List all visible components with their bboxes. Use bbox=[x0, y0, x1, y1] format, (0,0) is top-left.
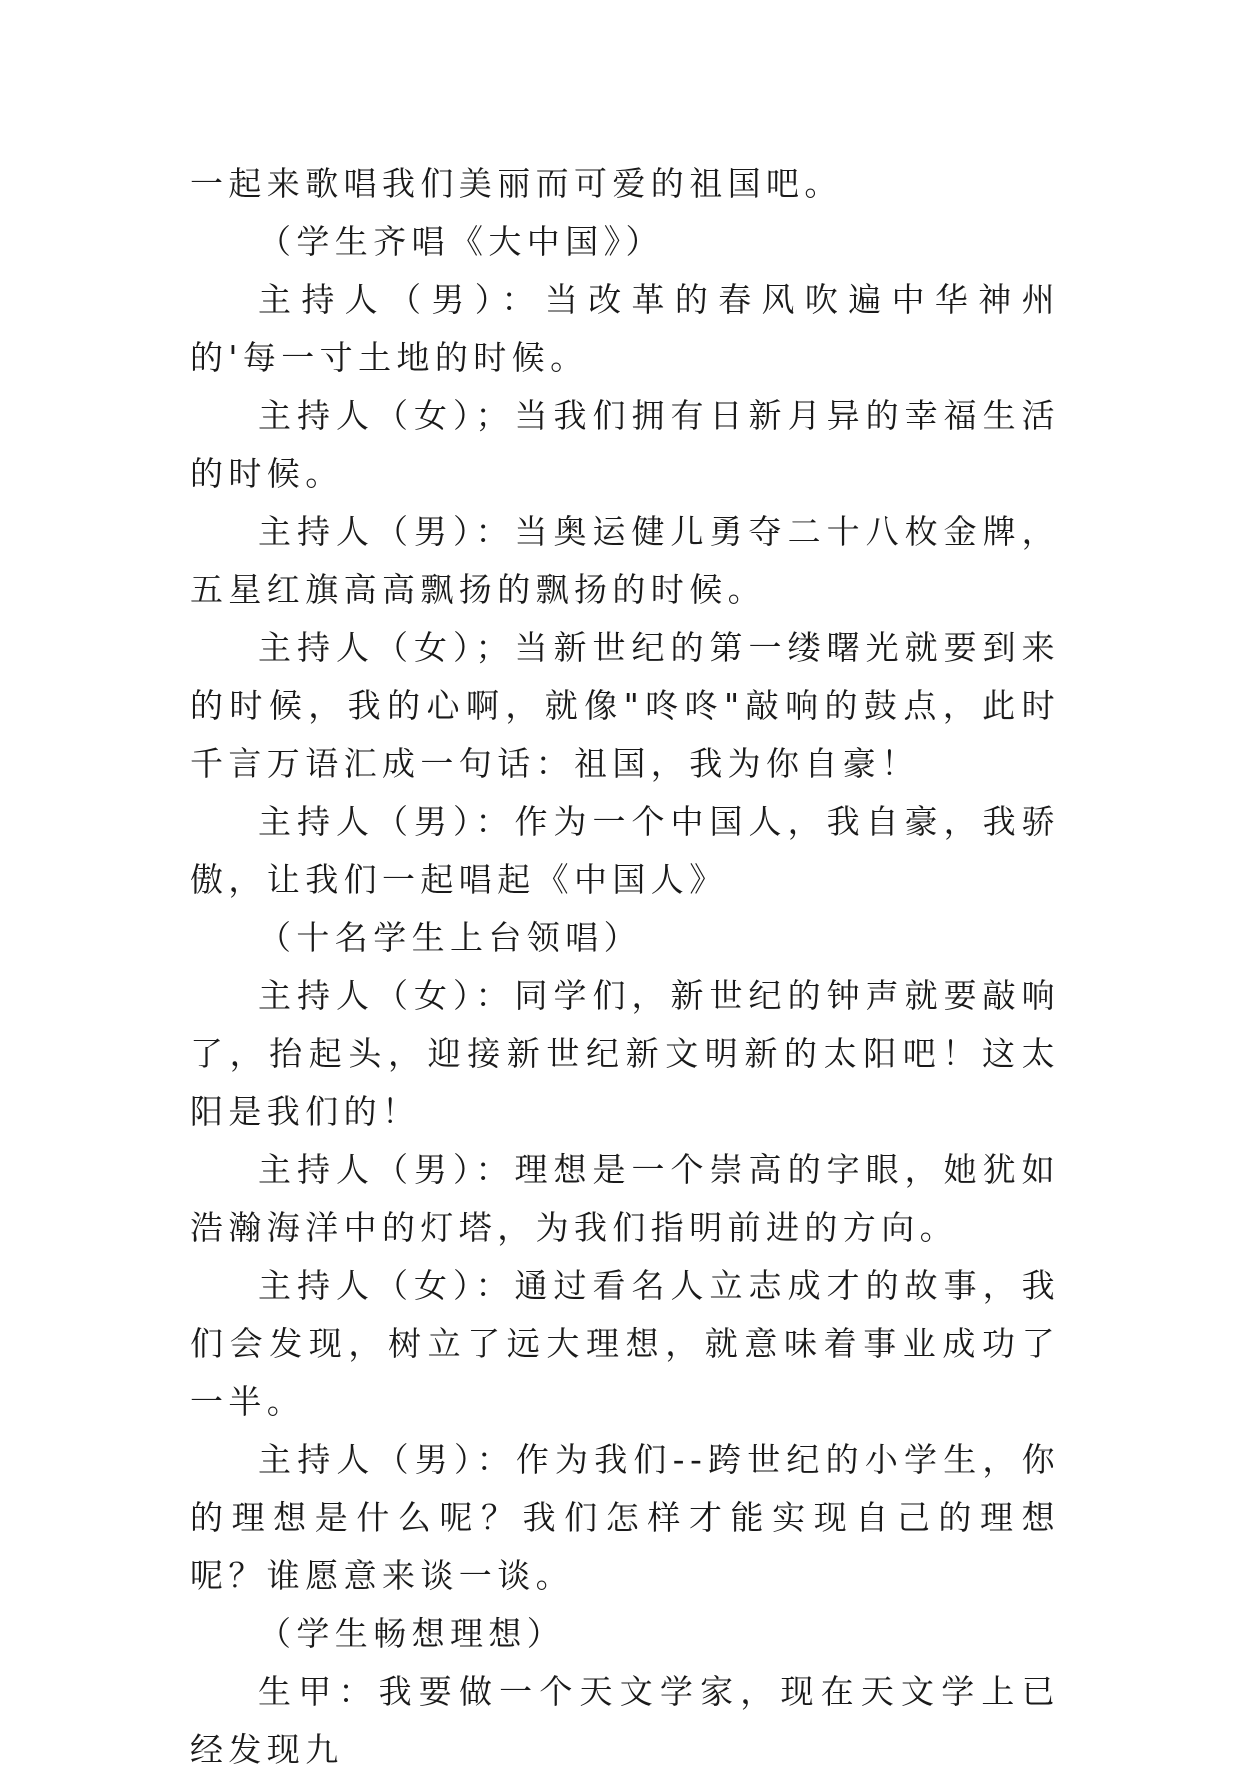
paragraph: 一起来歌唱我们美丽而可爱的祖国吧。 bbox=[190, 164, 843, 203]
paragraph: 生甲：我要做一个天文学家，现在天文学上已经发现九 bbox=[190, 1672, 1060, 1769]
paragraph: （学生齐唱《大中国》） bbox=[258, 222, 664, 261]
paragraph: 主持人（男）：当奥运健儿勇夺二十八枚金牌，五星红旗高高飘扬的飘扬的时候。 bbox=[190, 512, 1060, 609]
paragraph: （十名学生上台领唱） bbox=[258, 918, 642, 957]
document-body bbox=[190, 155, 1060, 1779]
paragraph: （学生畅想理想） bbox=[258, 1614, 566, 1653]
paragraph: 主持人（女）；当新世纪的第一缕曙光就要到来的时候，我的心啊，就像"咚咚"敲响的鼓点，此时千言万语汇成一句话：祖国，我为你自豪！ bbox=[190, 628, 1060, 783]
paragraph: 主持人（女）：通过看名人立志成才的故事，我们会发现，树立了远大理想，就意味着事业成功了一半。 bbox=[190, 1266, 1060, 1421]
paragraph: 主持人（男）：作为我们--跨世纪的小学生，你的理想是什么呢？我们怎样才能实现自己的理想呢？谁愿意来谈一谈。 bbox=[190, 1440, 1060, 1595]
paragraph: 主持人（男）：理想是一个崇高的字眼，她犹如浩瀚海洋中的灯塔，为我们指明前进的方向。 bbox=[190, 1150, 1060, 1247]
paragraph: 主持人（女）；当我们拥有日新月异的幸福生活的时候。 bbox=[190, 396, 1060, 493]
paragraph: 主持人（男）：作为一个中国人，我自豪，我骄傲，让我们一起唱起《中国人》 bbox=[190, 802, 1060, 899]
paragraph: 主持人（男）：当改革的春风吹遍中华神州的'每一寸土地的时候。 bbox=[190, 280, 1060, 377]
paragraph: 主持人（女）：同学们，新世纪的钟声就要敲响了，抬起头，迎接新世纪新文明新的太阳吧！这太阳是我们的！ bbox=[190, 976, 1060, 1131]
